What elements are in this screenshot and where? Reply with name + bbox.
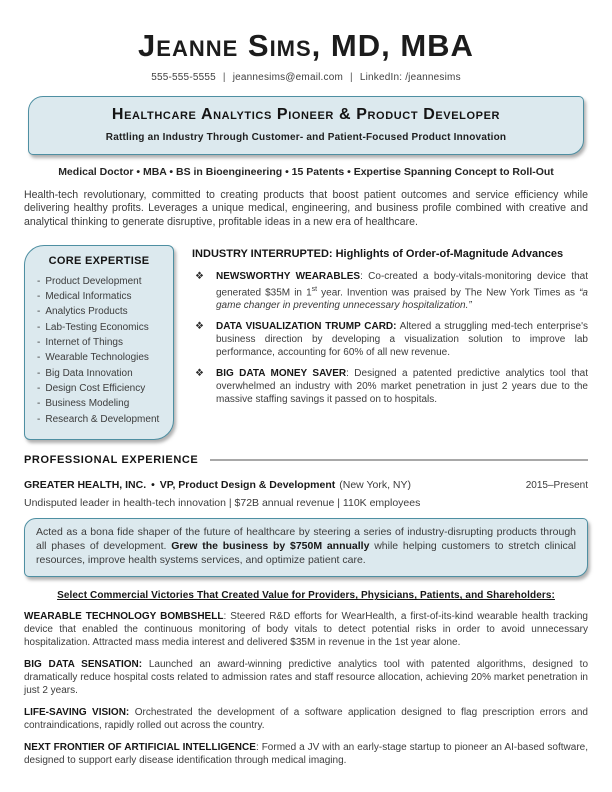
dash-bullet: - [37, 291, 41, 303]
victory-paragraph: LIFE-SAVING VISION: Orchestrated the development of a software application designed to flag prescription errors and contraindications, rapidly rolled out across the country. [24, 707, 588, 732]
highlight-item: ❖ DATA VISUALIZATION TRUMP CARD: Altered a struggling med-tech enterprise's business direction by developing a visualization solution to improve lab performance, accounting for 60% of all new revenue. [195, 321, 589, 359]
contact-divider: | [350, 71, 353, 83]
victories-list [24, 610, 588, 767]
dash-bullet: - [37, 352, 41, 364]
dash-bullet: - [37, 382, 41, 394]
summary-paragraph: Health-tech revolutionary, committed to creating products that boost patient outcomes and service efficiency while delivering healthy profits. Leverages a unique medical, engineering, and business profile combined with creative and analytical thinking to generate disruptive, profitable ideas in a new era of healthcare. [24, 188, 588, 229]
victory-paragraph: WEARABLE TECHNOLOGY BOMBSHELL: Steered R&D efforts for WearHealth, a first-of-its-kind wearable health tracking device that enabled the continuous monitoring of body vitals to detect potential risks in order to avoid unnecessary hospitalization. Attracted mass media interest and delivered $35M in revenue in the 1st year alone. [24, 611, 588, 649]
headline-banner [28, 96, 584, 155]
professional-experience-section-header [24, 454, 588, 466]
core-expertise-title: CORE EXPERTISE [48, 254, 150, 267]
candidate-name: Jeanne Sims, MD, MBA [138, 28, 474, 63]
core-expertise-item: - Internet of Things [37, 337, 123, 349]
core-expertise-list [31, 274, 167, 427]
core-expertise-item: - Medical Informatics [37, 291, 132, 303]
headline-subtitle: Rattling an Industry Through Customer- and Patient-Focused Product Innovation [105, 131, 507, 143]
section-rule [210, 459, 588, 461]
diamond-bullet-icon: ❖ [195, 321, 204, 333]
dash-bullet: - [37, 337, 41, 349]
company-name: GREATER HEALTH, INC. [24, 478, 147, 491]
victory-paragraph: BIG DATA SENSATION: Launched an award-winning predictive analytics tool with patented algorithms, designed to dramatically reduce hospital costs related to admission rates and staff resource allocation, achieving 20% market penetration in just 2 years. [24, 659, 589, 697]
dash-bullet: - [37, 321, 41, 333]
core-expertise-item: - Analytics Products [37, 306, 128, 318]
contact-item: jeannesims@email.com [232, 71, 344, 83]
two-column-area [24, 245, 588, 440]
dash-bullet: - [37, 398, 41, 410]
core-expertise-box [24, 245, 174, 440]
core-expertise-item: - Wearable Technologies [37, 352, 149, 364]
dash-bullet: - [37, 306, 41, 318]
job-title: VP, Product Design & Development [159, 478, 336, 491]
core-expertise-item: - Product Development [37, 275, 142, 287]
dash-bullet: - [37, 413, 41, 425]
section-title: PROFESSIONAL EXPERIENCE [24, 453, 199, 466]
victory-paragraph: NEXT FRONTIER OF ARTIFICIAL INTELLIGENCE: Formed a JV with an early-stage startup to pioneer an AI-based software, designed to support early disease identification through medical imaging. [24, 742, 589, 767]
victories-heading: Select Commercial Victories That Created Value for Providers, Physicians, Patients, and Shareholders: [57, 590, 555, 602]
contact-item: 555-555-5555 [151, 71, 216, 83]
highlights-column [192, 245, 588, 414]
dash-bullet: - [37, 367, 41, 379]
contact-divider: | [222, 71, 226, 83]
core-expertise-item: - Business Modeling [37, 398, 130, 410]
diamond-bullet-icon: ❖ [195, 368, 204, 380]
headline-title: Healthcare Analytics Pioneer & Product Developer [111, 105, 501, 123]
highlight-item: ❖ NEWSWORTHY WEARABLES: Co-created a body-vitals-monitoring device that generated $35M in 1st year. Invention was praised by The New York Times as “a game changer in preventing unnecessary hospitalization.” [195, 270, 589, 312]
company-tagline: Undisputed leader in health-tech innovation | $72B annual revenue | 110K employees [24, 496, 421, 509]
diamond-bullet-icon: ❖ [195, 270, 204, 282]
highlights-list [192, 270, 588, 406]
qualifications-line: Medical Doctor • MBA • BS in Bioengineering • 15 Patents • Expertise Spanning Concept to Roll-Out [58, 165, 554, 178]
impact-callout-box: Acted as a bona fide shaper of the future of healthcare by steering a series of industry-disrupting products through all phases of development. Grew the business by $750M annually while helping customers to stretch clinical resources, improve health systems services, and optimize patient care. [24, 518, 588, 578]
core-expertise-item: - Design Cost Efficiency [37, 382, 146, 394]
highlight-item: ❖ BIG DATA MONEY SAVER: Designed a patented predictive analytics tool that overwhelmed an industry with 20% market penetration in just 2 years due to the massive staffing savings it passed on to hospitals. [195, 368, 588, 406]
contact-item: LinkedIn: /jeannesims [359, 71, 461, 83]
contact-line [24, 72, 588, 83]
job-location: (New York, NY) [339, 478, 412, 491]
job-dates: 2015–Present [525, 479, 588, 491]
dash-bullet: - [37, 275, 41, 287]
core-expertise-item: - Big Data Innovation [37, 367, 133, 379]
core-expertise-item: - Lab-Testing Economics [37, 321, 149, 333]
company-role-separator: • [151, 478, 155, 491]
job-header-row [24, 479, 588, 491]
highlights-title: INDUSTRY INTERRUPTED: Highlights of Order-of-Magnitude Advances [192, 247, 564, 260]
core-expertise-item: - Research & Development [37, 413, 160, 425]
